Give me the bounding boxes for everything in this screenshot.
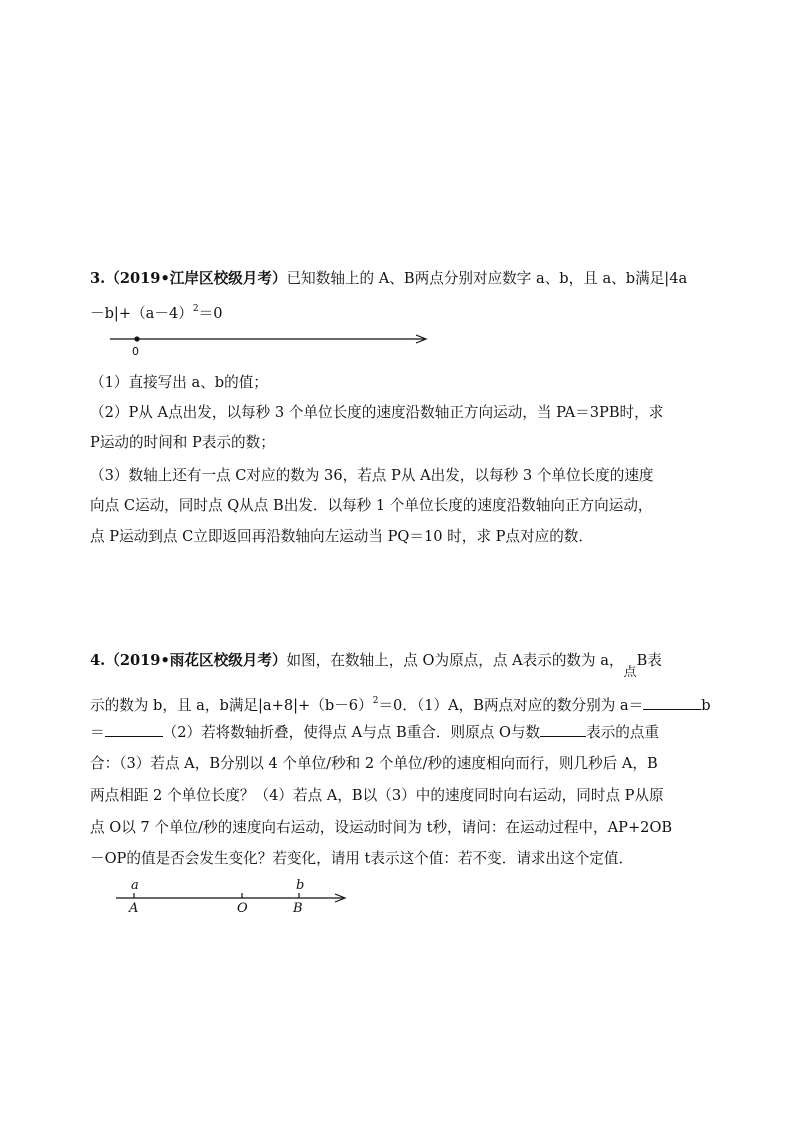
q4-line3-a: ＝ xyxy=(90,724,105,741)
q4-line2-b: ＝0．（1）A，B两点对应的数分别为 a＝ xyxy=(378,697,644,714)
q3-line1-text: 已知数轴上的 A、B两点分别对应数字 a、b，且 a、b满足|4a xyxy=(286,270,688,287)
q4-source: （2019•雨花区校级月考） xyxy=(105,652,287,669)
q3-part1: （1）直接写出 a、b的值； xyxy=(90,374,268,391)
q4-line1-sub: 点 xyxy=(623,665,637,680)
q4-label-b: b xyxy=(296,878,305,893)
q3-part3-line1: （3）数轴上还有一点 C对应的数为 36，若点 P从 A出发，以每秒 3 个单位长度的速度 xyxy=(90,467,654,484)
q4-line2-c: b xyxy=(701,697,711,714)
q3-part3-line2: 向点 C运动，同时点 Q从点 B出发．以每秒 1 个单位长度的速度沿数轴向正方向运动， xyxy=(90,497,653,514)
q4-label-B: B xyxy=(293,901,303,916)
q4-label-O: O xyxy=(237,901,248,916)
q3-part2-line2: P运动的时间和 P表示的数； xyxy=(90,434,275,451)
q4-line4: 合：（3）若点 A，B分别以 4 个单位/秒和 2 个单位/秒的速度相向而行，则几秒后 A，B xyxy=(90,755,658,772)
q4-label-A: A xyxy=(129,901,139,916)
q3-line2-exp: 2 xyxy=(192,304,199,314)
q4-line6: 点 O以 7 个单位/秒的速度向右运动，设运动时间为 t秒，请问：在运动过程中，AP+2OB xyxy=(90,819,673,836)
q3-line2-text: －b|+（a－4） xyxy=(90,305,193,322)
q4-number: 4. xyxy=(90,652,106,669)
q4-line3-b: （2）若将数轴折叠，使得点 A与点 B重合．则原点 O与数 xyxy=(162,724,541,741)
q3-source: （2019•江岸区校级月考） xyxy=(105,270,287,287)
q3-axis-zero: 0 xyxy=(132,345,139,358)
q3-part3-line3: 点 P运动到点 C立即返回再沿数轴向左运动当 PQ＝10 时，求 P点对应的数． xyxy=(90,528,593,545)
q4-line2-a: 示的数为 b，且 a，b满足|a+8|+（b－6） xyxy=(90,697,373,714)
q4-line5: 两点相距 2 个单位长度？（4）若点 A，B以（3）中的速度同时向右运动，同时点 P从原 xyxy=(90,787,664,804)
q4-line1-a: 如图，在数轴上，点 O为原点，点 A表示的数为 a， xyxy=(286,652,624,669)
q3-number: 3. xyxy=(90,270,106,287)
q4-line3-c: 表示的点重 xyxy=(586,724,660,741)
q4-line7: －OP的值是否会发生变化？若变化，请用 t表示这个值：若不变．请求出这个定值． xyxy=(90,850,634,867)
q3-part2-line1: （2）P从 A点出发，以每秒 3 个单位长度的速度沿数轴正方向运动，当 PA＝3PB时，求 xyxy=(90,404,664,421)
q4-line1-b: B表 xyxy=(636,652,662,669)
q4-label-a: a xyxy=(131,878,139,893)
q3-line2-tail: ＝0 xyxy=(198,305,223,322)
q4-line2-exp: 2 xyxy=(372,696,379,706)
